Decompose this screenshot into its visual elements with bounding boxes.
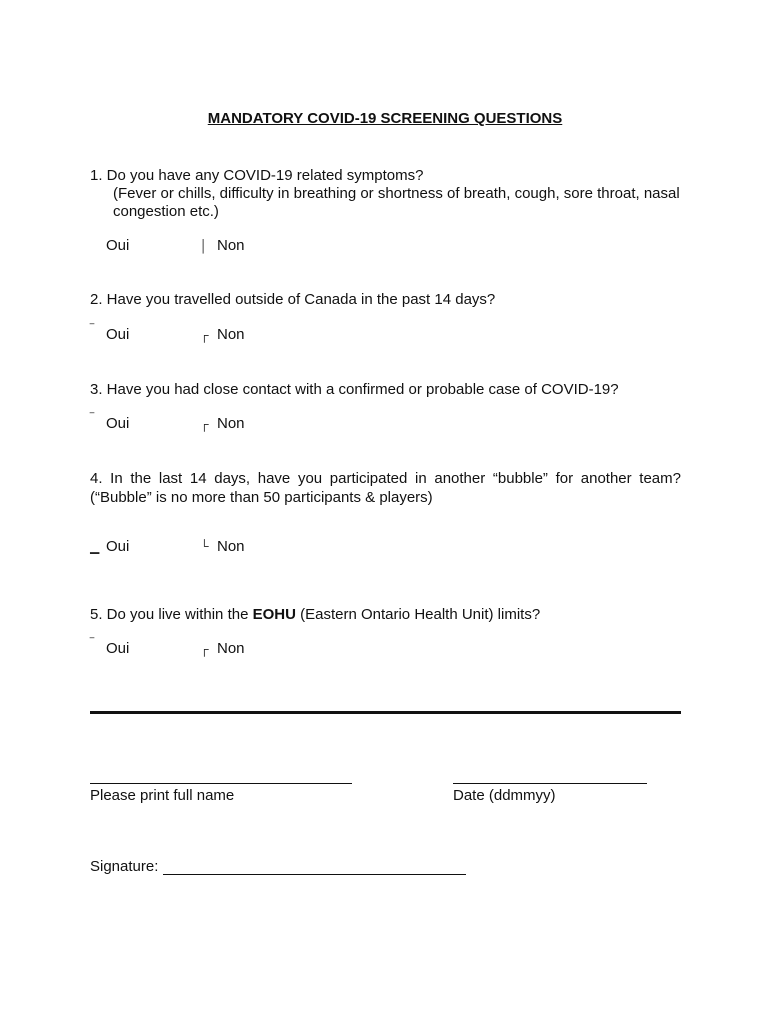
question-2-option-oui[interactable] [90,322,130,343]
question-5-option-oui[interactable] [90,636,130,657]
question-5-text-after: (Eastern Ontario Health Unit) limits? [295,606,541,623]
question-1-option-non[interactable] [200,237,245,254]
checkbox-glyph-icon[interactable]: ┌ [200,328,209,342]
question-1-line-2: (Fever or chills, difficulty in breathing or shortness of breath, cough, sore throat, nasal [113,185,680,202]
full-name-field[interactable] [90,783,352,784]
checkbox-glyph-icon[interactable]: └ [200,539,209,553]
form-title: MANDATORY COVID-19 SCREENING QUESTIONS [207,110,563,127]
question-3-option-oui[interactable] [90,411,130,432]
question-3-option-non[interactable] [200,415,245,432]
question-5-option-non[interactable] [200,640,245,657]
option-label: Oui [106,538,130,555]
checkbox-glyph-icon[interactable]: │ [200,239,208,253]
option-label: Oui [106,640,130,657]
question-2-text: 2. Have you travelled outside of Canada in the past 14 days? [90,291,496,308]
option-label: Non [217,326,245,343]
checkbox-glyph-icon[interactable]: ‾ [90,322,94,336]
section-divider [90,711,681,714]
question-5-text [90,605,540,624]
question-1-line-1: 1. Do you have any COVID-19 related symptoms? [90,167,424,184]
option-label: Non [217,640,245,657]
question-2-option-non[interactable] [200,326,245,343]
option-label: Oui [106,237,130,254]
date-label: Date (ddmmyy) [453,787,556,804]
question-5-text-bold: EOHU [252,606,296,623]
option-label: Oui [106,326,130,343]
question-4-option-non[interactable] [200,538,245,555]
checkbox-glyph-icon[interactable]: ‾ [90,636,94,650]
date-field[interactable] [453,783,647,784]
option-label: Non [217,415,245,432]
full-name-label: Please print full name [90,787,235,804]
checkbox-glyph-icon[interactable]: ‾ [90,411,94,425]
question-5-text-before: 5. Do you live within the [90,606,253,623]
option-label: Oui [106,415,130,432]
option-label: Non [217,237,245,254]
question-1-line-3: congestion etc.) [113,203,219,220]
signature-label: Signature: [90,858,159,875]
question-1-option-oui[interactable] [106,237,129,254]
checkbox-glyph-icon[interactable]: ┌ [200,417,209,431]
question-3-text: 3. Have you had close contact with a confirmed or probable case of COVID-19? [90,381,619,398]
signature-field[interactable] [163,874,466,875]
checkbox-glyph-icon[interactable]: ┌ [200,642,209,656]
question-4-option-oui[interactable] [90,538,129,555]
option-label: Non [217,538,245,555]
checkbox-glyph-icon[interactable]: ▁ [90,540,100,554]
question-4-text: 4. In the last 14 days, have you participated in another “bubble” for another team? (“Bubble” is no more than 50 participants & players) [90,470,681,506]
